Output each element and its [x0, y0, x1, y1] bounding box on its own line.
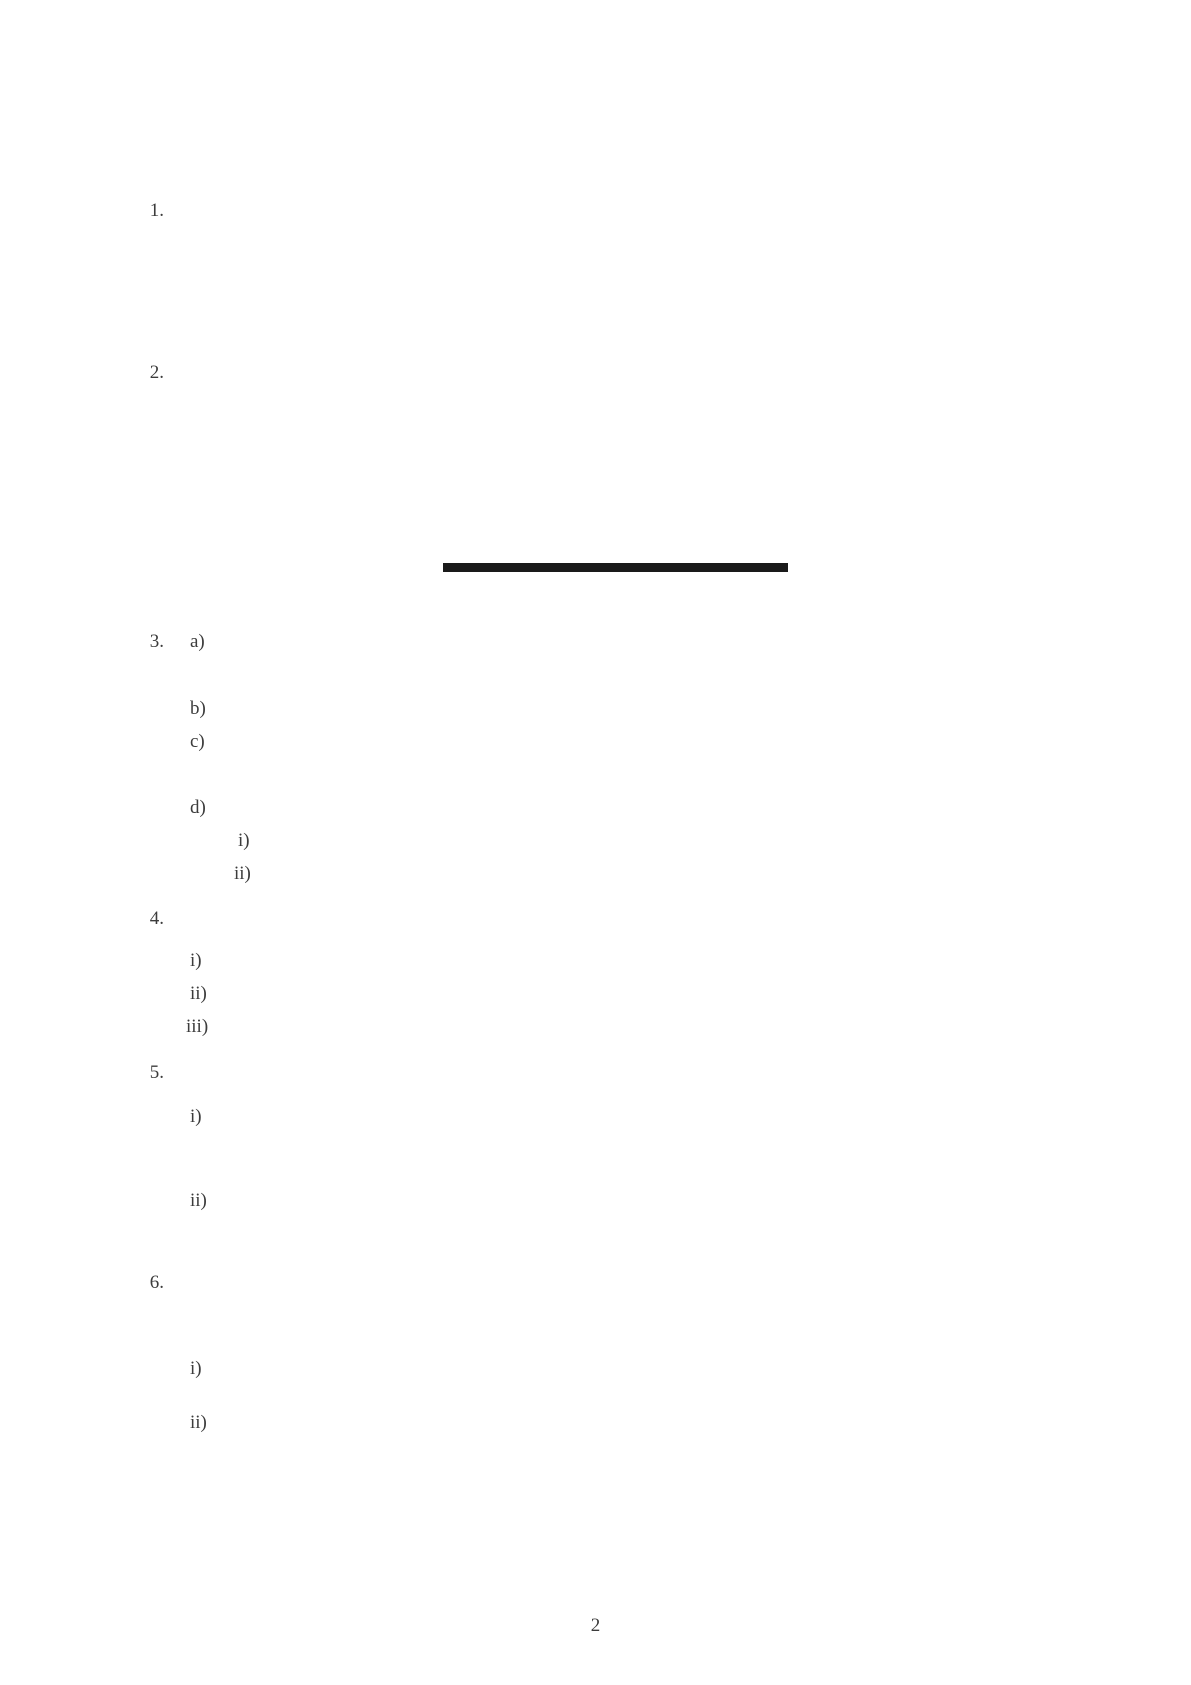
problem-4-part-ii: ii): [190, 983, 207, 1004]
problem-5-part-i: i): [190, 1106, 202, 1127]
page-number: 2: [590, 1615, 601, 1636]
problem-5-part-ii: ii): [190, 1190, 207, 1211]
problem-3-number: 3.: [149, 631, 164, 652]
problem-4-part-i: i): [190, 950, 202, 971]
problem-3-part-d: d): [190, 797, 206, 818]
problem-3-subpart-i: i): [238, 830, 250, 851]
problem-4-part-iii: iii): [186, 1016, 209, 1037]
problem-4-number: 4.: [149, 908, 164, 929]
problem-5-number: 5.: [149, 1062, 164, 1083]
problem-6-number: 6.: [149, 1272, 164, 1293]
problem-1-number: 1.: [149, 200, 164, 221]
problem-3-part-a: a): [190, 631, 205, 652]
problem-3-subpart-ii: ii): [234, 863, 251, 884]
problem-6-part-ii: ii): [190, 1412, 207, 1433]
problem-6-part-i: i): [190, 1358, 202, 1379]
problem-3-part-c: c): [190, 731, 205, 752]
inference-rule-line: [443, 563, 788, 572]
problem-3-part-b: b): [190, 698, 206, 719]
problem-2-number: 2.: [149, 362, 164, 383]
